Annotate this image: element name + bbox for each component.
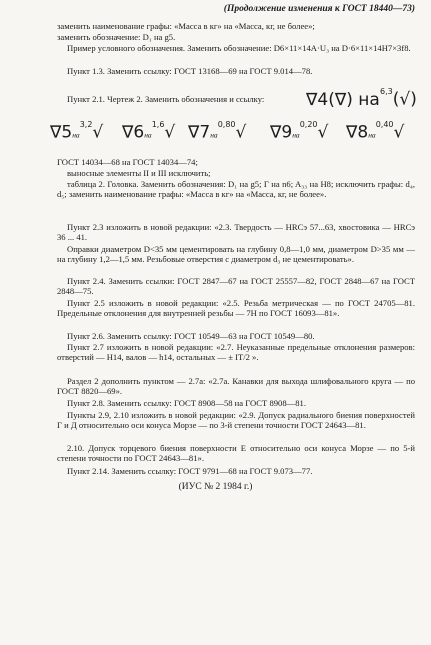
roughness-symbol: ∇8на$^{0,40}$√ [346, 120, 405, 143]
text-line: Оправки диаметром D<35 мм цементировать на глубину 0,8—1,0 мм, диаметром D>35 мм — на глубину 1,2—1,5 мм. Резьбовые отверстия с диаметром d₃ не цементировать». [57, 244, 415, 264]
text-line: Пункт 2.5 изложить в новой редакции: «2.5. Резьба метрическая — по ГОСТ 24705—81. Предельные отклонения для внутренней резьбы — 7H по ГОСТ 16093—81». [57, 298, 415, 318]
text-line: выносные элементы II и III исключить; [67, 168, 211, 178]
symbol-row-1 [300, 86, 419, 110]
text-line: Пункт 2.1. Чертеж 2. Заменить обозначения и ссылку: [67, 94, 265, 104]
ius-footer: (ИУС № 2 1984 г.) [178, 482, 253, 492]
page-header: (Продолжение изменения к ГОСТ 18440—73) [223, 4, 415, 14]
symbol-row-2 [50, 112, 419, 146]
text-line: Пункт 2.4. Заменить ссылки: ГОСТ 2847—67 на ГОСТ 25557—82, ГОСТ 2848—67 на ГОСТ 2848—75. [57, 276, 415, 296]
roughness-symbol: ∇9на$^{0,20}$√ [270, 120, 329, 143]
text-line: Пункт 2.7 изложить в новой редакции: «2.7. Неуказанные предельные отклонения размеров: отверстий — H14, валов — h14, остальных — ± IT/2 ». [57, 342, 415, 362]
text-line: Пункт 2.6. Заменить ссылку: ГОСТ 10549—63 на ГОСТ 10549—80. [67, 331, 315, 341]
text-line: заменить наименование графы: «Масса в кг» на «Масса, кг, не более»; [57, 21, 315, 31]
text-line: Пункты 2.9, 2.10 изложить в новой редакции: «2.9. Допуск радиального биения поверхностей Г и Д относительно оси конуса Морзе — по 3-й степени точности ГОСТ 24643—81. [57, 410, 415, 430]
text-line: Пункт 2.14. Заменить ссылку: ГОСТ 9791—68 на ГОСТ 9.073—77. [67, 466, 313, 476]
text-line: Пример условного обозначения. Заменить обозначение: D6×11×14A·U₃ на D·6×11×14H7×3f8. [67, 43, 411, 53]
text-line: Пункт 2.8. Заменить ссылку: ГОСТ 8908—58 на ГОСТ 8908—81. [67, 398, 306, 408]
roughness-symbol: $^{6,3}$(√) [380, 87, 417, 110]
roughness-symbol: ∇6на$^{1,6}$√ [122, 120, 176, 143]
roughness-symbol: ∇4(∇) на [306, 90, 380, 110]
roughness-symbol: ∇5на$^{3,2}$√ [50, 120, 104, 143]
text-line: Пункт 2.3 изложить в новой редакции: «2.3. Твердость — HRCэ 57...63, хвостовика — HRCэ 36 ... 41. [57, 222, 415, 242]
text-line: таблица 2. Головка. Заменить обозначения: D₁ на g5; Г на n6; A₃₃ на H8; исключить графы: d₄, d₅; заменить наименование графы: «Масса в кг» на «Масса, кг, не более». [57, 179, 415, 199]
roughness-symbol: ∇7на$^{0,80}$√ [188, 120, 247, 143]
text-line: Раздел 2 дополнить пунктом — 2.7а: «2.7а. Канавки для выхода шлифовального круга — по ГОСТ 8820—69». [57, 376, 415, 396]
text-line: ГОСТ 14034—68 на ГОСТ 14034—74; [57, 157, 198, 167]
text-line: 2.10. Допуск торцевого биения поверхности E относительно оси конуса Морзе — по 5-й степени точности по ГОСТ 24643—81». [57, 443, 415, 463]
text-line: заменить обозначение: D₁ на g5. [57, 32, 176, 42]
text-line: Пункт 1.3. Заменить ссылку: ГОСТ 13168—69 на ГОСТ 9.014—78. [67, 66, 313, 76]
